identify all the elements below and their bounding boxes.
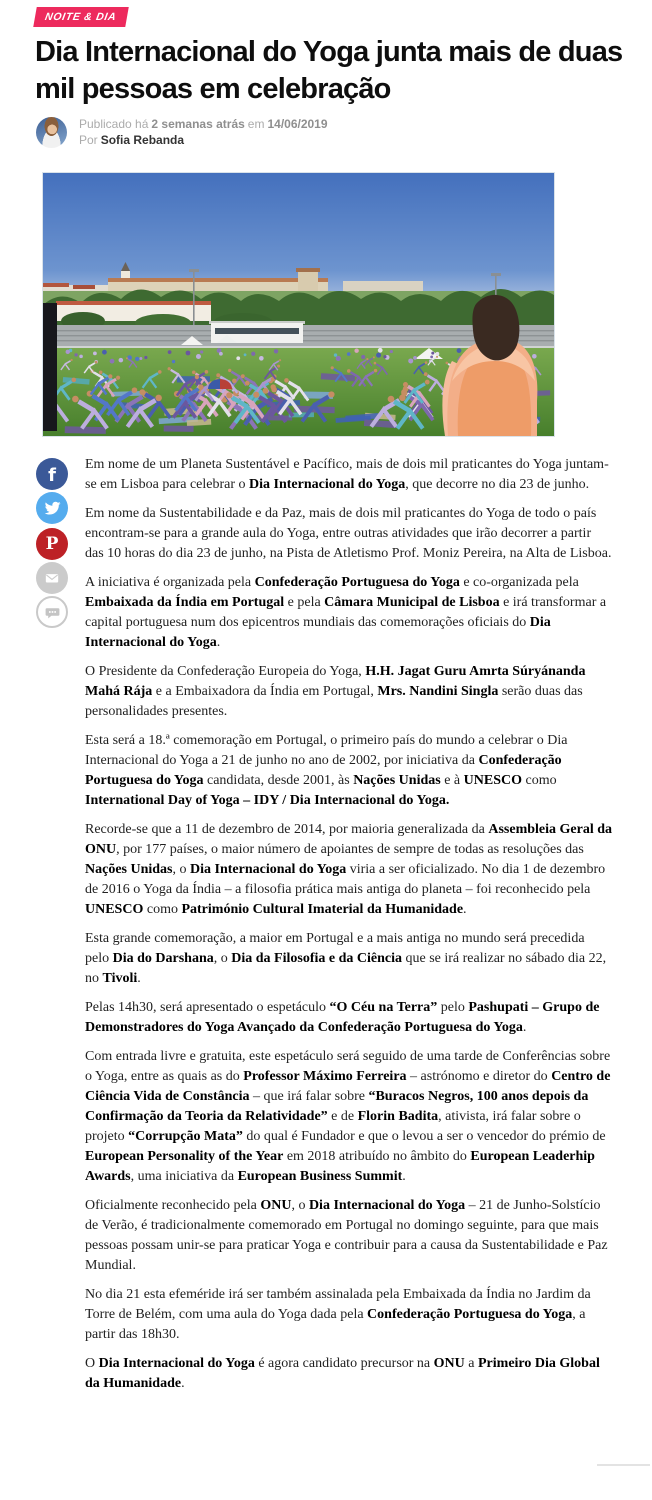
article-paragraph: Esta será a 18.ª comemoração em Portugal, o primeiro país do mundo a celebrar o Dia Internacional do Yoga a 21 de junho no ano de 2002, por iniciativa da Confederação Portuguesa do Yoga candidata, desde 2001, às Nações Unidas e à UNESCO como International Day of Yoga – IDY / Dia Internacional do Yoga.: [85, 733, 568, 808]
author-name[interactable]: Sofia Rebanda: [100, 133, 185, 147]
share-pinterest-button[interactable]: [36, 528, 68, 560]
pinterest-icon: P: [45, 533, 59, 554]
share-twitter-button[interactable]: [36, 492, 68, 524]
page-title: Dia Internacional do Yoga junta mais de duas mil pessoas em celebração: [35, 36, 623, 105]
article-paragraph: Pelas 14h30, será apresentado o espetáculo “O Céu na Terra” pelo Pashupati – Grupo de Demonstradores do Yoga Avançado da Confederação Portuguesa do Yoga.: [85, 1000, 600, 1035]
author-label: Por: [79, 133, 98, 147]
category-badge[interactable]: [33, 7, 129, 27]
article-paragraph: Com entrada livre e gratuita, este espetáculo será seguido de uma tarde de Conferências sobre o Yoga, entre as quais as do Professor Máximo Ferreira – astrónomo e diretor do Centro de Ciência Vida de Constância – que irá falar sobre “Buracos Negros, 100 anos depois da Confirmação da Teoria da Relatividade” e de Florin Badita, ativista, irá falar sobre o projeto “Corrupção Mata” do qual é Fundador e que o levou a ser o vencedor do prémio de European Personality of the Year em 2018 atribuído no âmbito do European Leaderhip Awards, uma iniciativa da European Business Summit.: [85, 1049, 611, 1184]
article-paragraph: Esta grande comemoração, a maior em Portugal e a mais antiga no mundo será precedida pelo Dia do Darshana, o Dia da Filosofia e da Ciência que se irá realizar no sábado dia 22, no Tivoli.: [85, 931, 607, 986]
author-line: [79, 132, 331, 148]
share-rail: [36, 458, 68, 628]
published-text: [79, 116, 331, 132]
article-photo: [42, 172, 555, 437]
article-paragraph: Em nome da Sustentabilidade e da Paz, mais de dois mil praticantes do Yoga de todo o país encontram-se para a grande aula do Yoga, entre outras atividades que irão decorrer a partir das 10 horas do dia 23 de junho, na Pista de Atletismo Prof. Moniz Pereira, na Alta de Lisboa.: [85, 506, 612, 561]
byline: [36, 116, 331, 148]
published-prefix: Publicado há: [79, 117, 149, 131]
photo-speaker-tower: [43, 303, 57, 431]
article-paragraph: Recorde-se que a 11 de dezembro de 2014, por maioria generalizada da Assembleia Geral da ONU, por 177 países, o maior número de apoiantes de sempre de todas as resoluções das Nações Unidas, o Dia Internacional do Yoga viria a ser oficializado. No dia 1 de dezembro de 2016 o Yoga da Índia – a filosofia prática mais antiga do planeta – foi reconhecido pela UNESCO como Património Cultural Imaterial da Humanidade.: [85, 822, 613, 917]
share-facebook-button[interactable]: [36, 458, 68, 490]
email-icon: [43, 569, 61, 587]
share-email-button[interactable]: [36, 562, 68, 594]
facebook-icon: f: [48, 464, 56, 486]
category-badge-label: NOITE & DIA: [43, 11, 118, 23]
article-paragraph: Em nome de um Planeta Sustentável e Pacífico, mais de dois mil praticantes do Yoga juntam-se em Lisboa para celebrar o Dia Internacional do Yoga, que decorre no dia 23 de junho.: [85, 457, 609, 492]
article-paragraph: A iniciativa é organizada pela Confederação Portuguesa do Yoga e co-organizada pela Embaixada da Índia em Portugal e pela Câmara Municipal de Lisboa e irá transformar a capital portuguesa num dos epicentros mundiais das comemorações oficiais do Dia Internacional do Yoga.: [85, 575, 607, 650]
article-body: [85, 455, 612, 1403]
article-paragraph: O Presidente da Confederação Europeia do Yoga, H.H. Jagat Guru Amrta Súryánanda Mahá Rája e a Embaixadora da Índia em Portugal, Mrs. Nandini Singla serão duas das personalidades presentes.: [85, 664, 586, 719]
share-comments-button[interactable]: [36, 596, 68, 628]
published-connector: em: [247, 117, 265, 131]
published-relative-time: 2 semanas atrás: [151, 117, 245, 131]
section-divider-line: [597, 1464, 650, 1466]
author-avatar[interactable]: [36, 117, 67, 148]
article-paragraph: O Dia Internacional do Yoga é agora candidato precursor na ONU a Primeiro Dia Global da Humanidade.: [85, 1356, 600, 1391]
published-date: 14/06/2019: [267, 117, 328, 131]
twitter-icon: [44, 500, 61, 517]
article-paragraph: No dia 21 esta efeméride irá ser também assinalada pela Embaixada da Índia no Jardim da Torre de Belém, com uma aula do Yoga dada pela Confederação Portuguesa do Yoga, a partir das 18h30.: [85, 1287, 591, 1342]
yoga-event-photo-svg: [43, 173, 554, 436]
article-paragraph: Oficialmente reconhecido pela ONU, o Dia Internacional do Yoga – 21 de Junho-Solstício de Verão, é tradicionalmente comemorado em Portugal no domingo seguinte, para que mais pessoas possam unir-se para praticar Yoga e contribuir para a causa da Sustentabilidade e Paz Mundial.: [85, 1198, 608, 1273]
comment-bubble-icon: [44, 604, 61, 621]
